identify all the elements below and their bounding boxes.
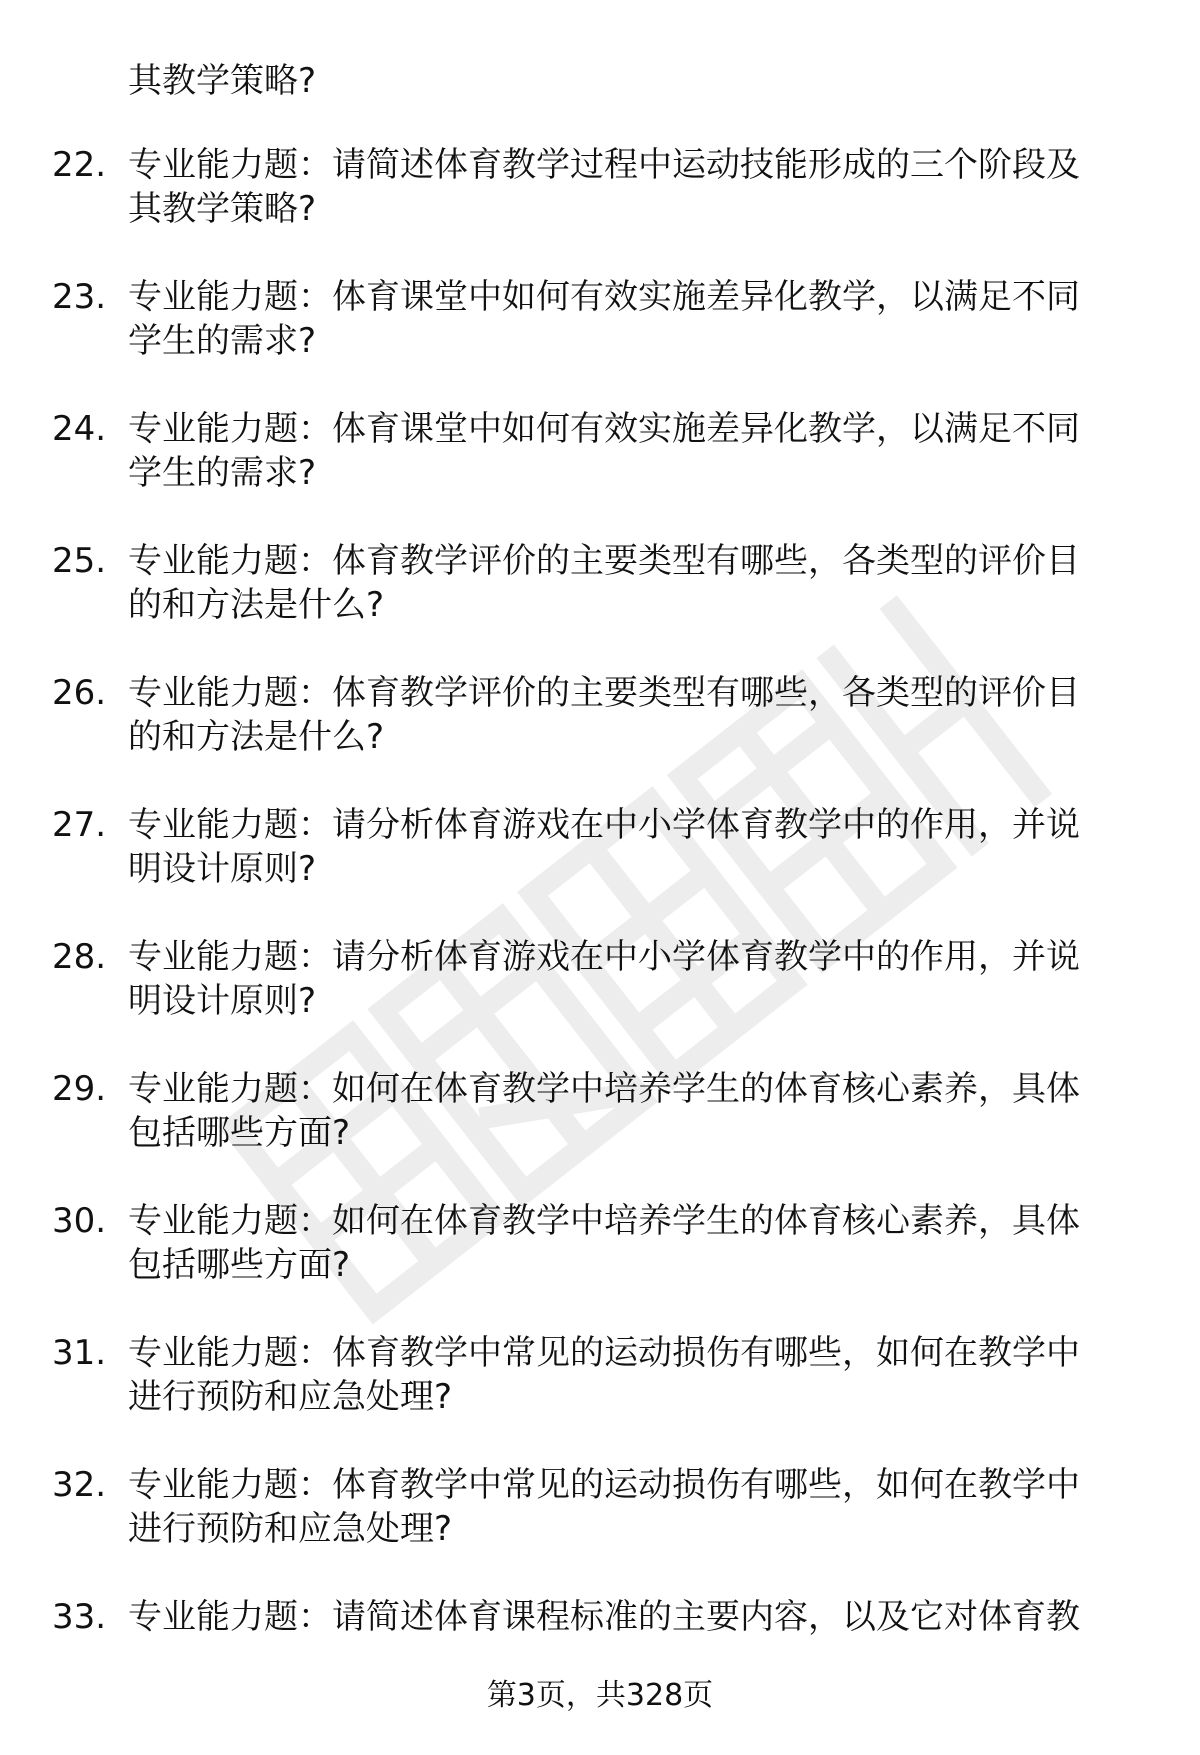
question-item: [52, 670, 1152, 802]
question-text-line-1: 专业能力题：请简述体育教学过程中运动技能形成的三个阶段及: [128, 145, 1080, 185]
question-item: [52, 802, 1152, 934]
question-text-line-2: 进行预防和应急处理?: [128, 1377, 453, 1417]
question-number: 23.: [52, 277, 107, 317]
question-text-line-2: 包括哪些方面?: [128, 1245, 351, 1285]
question-text-line-2: 的和方法是什么?: [128, 717, 385, 757]
question-text-line-2: 学生的需求?: [128, 453, 317, 493]
question-list: [52, 142, 1152, 1726]
continued-question-text: 其教学策略?: [128, 61, 317, 101]
question-item: [52, 934, 1152, 1066]
question-text-line-2: 进行预防和应急处理?: [128, 1509, 453, 1549]
question-text-line-1: 专业能力题：请简述体育课程标准的主要内容，以及它对体育教: [128, 1597, 1080, 1637]
question-number: 28.: [52, 937, 107, 977]
question-item: [52, 274, 1152, 406]
question-item: [52, 1198, 1152, 1330]
question-text-line-1: 专业能力题：体育教学评价的主要类型有哪些，各类型的评价目: [128, 673, 1080, 713]
question-number: 24.: [52, 409, 107, 449]
question-text-line-1: 专业能力题：请分析体育游戏在中小学体育教学中的作用，并说: [128, 937, 1080, 977]
question-number: 22.: [52, 145, 107, 185]
question-item: [52, 1330, 1152, 1462]
question-number: 25.: [52, 541, 107, 581]
question-number: 30.: [52, 1201, 107, 1241]
question-text-line-2: 其教学策略?: [128, 189, 317, 229]
question-number: 32.: [52, 1465, 107, 1505]
question-text-line-1: 专业能力题：体育教学评价的主要类型有哪些，各类型的评价目: [128, 541, 1080, 581]
question-item: [52, 1066, 1152, 1198]
question-item: [52, 1462, 1152, 1594]
question-text-line-1: 专业能力题：如何在体育教学中培养学生的体育核心素养，具体: [128, 1069, 1080, 1109]
question-text-line-2: 明设计原则?: [128, 981, 317, 1021]
question-text-line-1: 专业能力题：请分析体育游戏在中小学体育教学中的作用，并说: [128, 805, 1080, 845]
question-number: 29.: [52, 1069, 107, 1109]
question-text-line-1: 专业能力题：体育课堂中如何有效实施差异化教学，以满足不同: [128, 277, 1080, 317]
question-text-line-1: 专业能力题：体育教学中常见的运动损伤有哪些，如何在教学中: [128, 1465, 1080, 1505]
question-text-line-2: 学生的需求?: [128, 321, 317, 361]
question-item: [52, 142, 1152, 274]
page-footer: 第3页，共328页: [486, 1678, 714, 1713]
question-text-line-2: 包括哪些方面?: [128, 1113, 351, 1153]
question-text-line-1: 专业能力题：体育教学中常见的运动损伤有哪些，如何在教学中: [128, 1333, 1080, 1373]
question-text-line-1: 专业能力题：体育课堂中如何有效实施差异化教学，以满足不同: [128, 409, 1080, 449]
question-number: 31.: [52, 1333, 107, 1373]
question-number: 33.: [52, 1597, 107, 1637]
question-number: 26.: [52, 673, 107, 713]
question-text-line-2: 的和方法是什么?: [128, 585, 385, 625]
question-text-line-2: 明设计原则?: [128, 849, 317, 889]
question-text-line-1: 专业能力题：如何在体育教学中培养学生的体育核心素养，具体: [128, 1201, 1080, 1241]
question-item: [52, 406, 1152, 538]
question-item: [52, 538, 1152, 670]
question-number: 27.: [52, 805, 107, 845]
